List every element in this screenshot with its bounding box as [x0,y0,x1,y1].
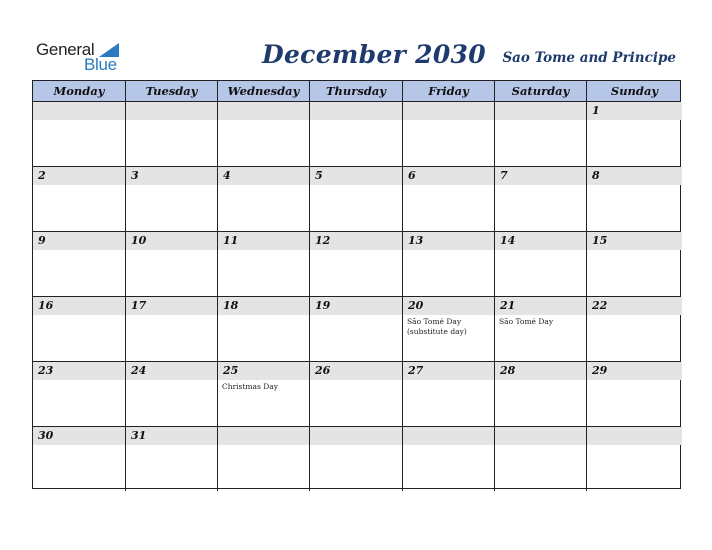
day-cell [218,297,310,361]
day-cell [403,427,495,491]
day-number: 2 [38,169,46,182]
day-number: 14 [500,234,516,247]
day-band [587,102,682,120]
day-number: 26 [315,364,331,377]
day-cell [126,297,218,361]
day-cell [310,102,403,166]
logo-text-general: General [36,40,95,59]
day-cell [33,362,126,426]
weekday-saturday: Saturday [495,81,587,101]
day-band [495,167,586,185]
day-number: 11 [223,234,239,247]
day-cell [126,427,218,491]
day-cell [495,297,587,361]
weekday-monday: Monday [33,81,126,101]
weekday-header [33,81,680,102]
week-row [33,297,680,362]
day-cell [126,232,218,296]
day-number: 12 [315,234,331,247]
day-cell [33,232,126,296]
day-cell [403,232,495,296]
holiday-label: Christmas Day [222,382,278,391]
day-cell [218,167,310,231]
day-cell [403,167,495,231]
day-number: 17 [131,299,147,312]
day-number: 1 [592,104,600,117]
day-cell [495,232,587,296]
day-cell [310,427,403,491]
day-number: 6 [408,169,416,182]
day-cell [495,427,587,491]
day-number: 30 [38,429,54,442]
day-cell [126,167,218,231]
day-band [310,102,402,120]
day-cell [126,362,218,426]
week-row [33,167,680,232]
weekday-friday: Friday [403,81,495,101]
day-number: 18 [223,299,239,312]
day-band [33,232,125,250]
calendar-grid [32,80,681,489]
day-number: 29 [592,364,608,377]
day-cell [587,297,682,361]
day-cell [126,102,218,166]
weekday-thursday: Thursday [310,81,403,101]
day-number: 21 [500,299,516,312]
day-cell [495,167,587,231]
day-band [33,102,125,120]
day-cell [587,362,682,426]
day-number: 9 [38,234,46,247]
day-number: 27 [408,364,424,377]
week-row [33,232,680,297]
day-cell [33,297,126,361]
day-cell [495,362,587,426]
day-number: 10 [131,234,147,247]
day-cell [218,362,310,426]
day-number: 4 [223,169,231,182]
day-band [495,102,586,120]
day-number: 23 [38,364,54,377]
day-cell [310,362,403,426]
day-band [403,102,494,120]
day-number: 15 [592,234,608,247]
day-cell [403,102,495,166]
day-band [218,427,309,445]
day-cell [218,102,310,166]
holiday-label: São Tomé Day [499,317,554,326]
day-number: 7 [500,169,508,182]
day-band [126,102,217,120]
day-cell [33,167,126,231]
day-number: 5 [315,169,323,182]
day-number: 28 [500,364,516,377]
day-cell [495,102,587,166]
day-number: 3 [131,169,139,182]
day-cell [310,167,403,231]
week-row [33,362,680,427]
day-number: 16 [38,299,54,312]
day-cell [310,232,403,296]
day-band [218,102,309,120]
weekday-sunday: Sunday [610,84,659,98]
day-number: 8 [592,169,600,182]
weekday-wednesday: Wednesday [218,81,310,101]
day-band [126,167,217,185]
day-number: 13 [408,234,424,247]
day-cell [587,167,682,231]
day-band [310,167,402,185]
day-number: 25 [223,364,239,377]
day-band [495,427,586,445]
day-cell [587,232,682,296]
page-title: December 2030 [262,40,486,69]
weekday-tuesday: Tuesday [126,81,218,101]
day-band [403,167,494,185]
day-band [587,427,682,445]
week-row [33,427,680,492]
day-cell [33,102,126,166]
day-band [33,167,125,185]
day-number: 19 [315,299,331,312]
day-cell [403,297,495,361]
day-number: 24 [131,364,147,377]
logo-text-blue: Blue [84,55,117,74]
day-band [403,427,494,445]
day-cell [218,427,310,491]
holiday-label: São Tomé Day (substitute day) [407,317,467,336]
day-cell [587,102,682,166]
week-row [33,102,680,167]
day-band [587,167,682,185]
day-cell [218,232,310,296]
country-label: Sao Tome and Principe [502,50,676,66]
day-cell [403,362,495,426]
day-number: 31 [131,429,147,442]
day-cell [587,427,682,491]
day-cell [310,297,403,361]
day-cell [33,427,126,491]
day-number: 20 [408,299,424,312]
day-number: 22 [592,299,608,312]
day-band [218,167,309,185]
generalblue-logo [36,40,136,76]
day-band [310,427,402,445]
